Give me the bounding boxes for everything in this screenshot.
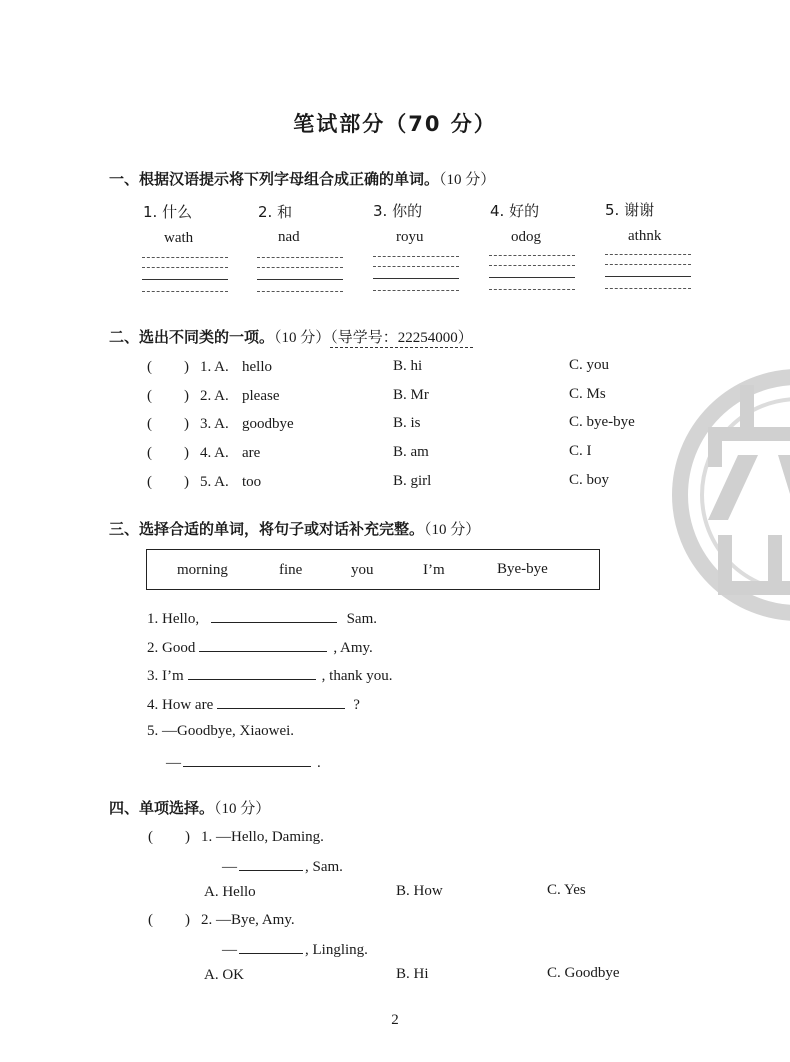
s2-row-2-option-c: C. Ms (569, 386, 606, 402)
s3-item-3 (147, 666, 393, 685)
s2-row-3-paren-close: ) (184, 416, 189, 432)
s4-q2-paren-open: ( (148, 912, 153, 928)
s2-row-4-option-c: C. I (569, 443, 592, 459)
s4-q1-paren-open: ( (148, 829, 153, 845)
s2-row-5-option-a: too (242, 474, 262, 490)
section-1-heading-text: 一、根据汉语提示将下列字母组合成正确的单词。 (109, 170, 440, 188)
s1-item-5-writing-lines[interactable] (605, 254, 691, 290)
section-1-points: （10 分） (439, 172, 496, 188)
s2-row-2-paren-open: ( (147, 388, 152, 404)
s1-item-1-writing-lines[interactable] (142, 257, 228, 293)
page-number: 2 (391, 1012, 399, 1028)
s3-item-4-blank[interactable] (217, 695, 345, 709)
s4-q2-reply-after: , Lingling. (305, 942, 368, 958)
section-4-points: （10 分） (214, 801, 271, 817)
s4-q1-reply-dash: — (222, 859, 237, 875)
s4-q1-option-b: B. How (396, 883, 443, 899)
word-bank-item: I’m (423, 562, 445, 578)
word-bank-item: fine (279, 562, 303, 578)
s4-q2-paren-close: ) (185, 912, 190, 928)
s4-q1-paren-close: ) (185, 829, 190, 845)
s2-row-3-option-a: goodbye (242, 416, 294, 432)
s2-row-4-num: 4. A. (200, 445, 229, 461)
s1-item-4-writing-lines[interactable] (489, 255, 575, 291)
section-3-heading-text: 三、选择合适的单词，将句子或对话补充完整。 (109, 520, 425, 538)
s2-row-5-num: 5. A. (200, 474, 229, 490)
s2-row-1-option-c: C. you (569, 357, 610, 373)
s2-row-4-option-a: are (242, 445, 261, 461)
page-title: 笔试部分（70 分） (293, 112, 497, 136)
section-2-points: （10 分） (274, 330, 331, 346)
s1-item-2-label: 2. 和 (258, 203, 293, 221)
section-2-heading (109, 326, 473, 347)
section-1-heading (109, 168, 495, 189)
s1-item-3-writing-lines[interactable] (373, 256, 459, 292)
word-bank-box (146, 549, 600, 590)
s3-item-2-after: , Amy. (333, 640, 373, 656)
s3-item-1-before: 1. Hello, (147, 611, 200, 627)
s3-item-1-blank[interactable] (211, 609, 337, 623)
s3-item-3-blank[interactable] (188, 666, 316, 680)
s2-row-2-option-a: please (242, 388, 280, 404)
s4-q2-blank[interactable] (239, 940, 303, 954)
s3-item-5-reply (166, 753, 321, 772)
s1-item-5-letters: athnk (628, 228, 662, 244)
s3-item-4 (147, 695, 360, 714)
s2-row-3-paren-open: ( (147, 416, 152, 432)
s2-row-3-num: 3. A. (200, 416, 229, 432)
s3-item-2-blank[interactable] (199, 638, 327, 652)
s4-q1-option-c: C. Yes (547, 882, 586, 898)
s2-row-4-paren-open: ( (147, 445, 152, 461)
s4-q2-option-b: B. Hi (396, 966, 429, 982)
s3-item-4-after: ? (353, 697, 360, 713)
s3-item-5-reply-end: . (317, 755, 321, 771)
s2-row-5-paren-open: ( (147, 474, 152, 490)
s2-row-2-paren-close: ) (184, 388, 189, 404)
s2-row-1-paren-open: ( (147, 359, 152, 375)
s1-item-2-letters: nad (278, 229, 300, 245)
s2-row-5-option-c: C. boy (569, 472, 610, 488)
seal-stamp-graphic (668, 345, 790, 645)
s1-item-3-label: 3. 你的 (373, 202, 423, 220)
s4-q1-reply-after: , Sam. (305, 859, 343, 875)
section-2-heading-text: 二、选出不同类的一项。 (109, 328, 275, 346)
s1-item-3-letters: royu (396, 229, 424, 245)
section-3-points: （10 分） (424, 522, 481, 538)
s4-q2-option-a: A. OK (204, 967, 244, 983)
s2-row-1-num: 1. A. (200, 359, 229, 375)
section-3-heading (109, 518, 480, 539)
s2-row-3-option-b: B. is (393, 415, 421, 431)
s3-item-4-before: 4. How are (147, 697, 214, 713)
s3-item-3-after: , thank you. (321, 668, 393, 684)
s3-item-5-blank[interactable] (183, 753, 311, 767)
s2-row-2-num: 2. A. (200, 388, 229, 404)
s4-q2-reply-dash: — (222, 942, 237, 958)
s1-item-2-writing-lines[interactable] (257, 257, 343, 293)
s3-item-1 (147, 609, 377, 628)
s3-item-5-reply-dash: — (166, 755, 181, 771)
s2-row-5-paren-close: ) (184, 474, 189, 490)
s2-row-4-paren-close: ) (184, 445, 189, 461)
s3-item-2-before: 2. Good (147, 640, 196, 656)
s2-row-5-option-b: B. girl (393, 473, 432, 489)
s2-row-1-paren-close: ) (184, 359, 189, 375)
section-4-heading-text: 四、单项选择。 (109, 799, 215, 817)
s2-row-1-option-b: B. hi (393, 358, 423, 374)
s1-item-4-letters: odog (511, 229, 541, 245)
s2-row-2-option-b: B. Mr (393, 387, 429, 403)
section-2-guide-number: （导学号：22254000） (330, 330, 473, 346)
s1-item-4-label: 4. 好的 (490, 202, 540, 220)
s3-item-3-before: 3. I’m (147, 668, 184, 684)
s2-row-3-option-c: C. bye-bye (569, 414, 635, 430)
word-bank-item: you (351, 562, 374, 578)
s1-item-1-letters: wath (164, 230, 194, 246)
seal-stamp-watermark (668, 345, 790, 645)
s4-q1-reply (222, 857, 343, 876)
s4-q2-reply (222, 940, 368, 959)
s4-q1-option-a: A. Hello (204, 884, 256, 900)
s4-q1-question: 1. —Hello, Daming. (201, 829, 324, 845)
s1-item-1-label: 1. 什么 (143, 203, 193, 221)
s3-item-5 (147, 723, 294, 740)
s4-q2-option-c: C. Goodbye (547, 965, 620, 981)
s3-item-1-after: Sam. (346, 611, 377, 627)
s2-row-1-option-a: hello (242, 359, 272, 375)
s4-q1-blank[interactable] (239, 857, 303, 871)
word-bank-item: Bye-bye (497, 561, 548, 577)
s4-q2-question: 2. —Bye, Amy. (201, 912, 295, 928)
s2-row-4-option-b: B. am (393, 444, 429, 460)
section-4-heading (109, 797, 270, 818)
word-bank-item: morning (177, 562, 228, 578)
s3-item-2 (147, 638, 373, 657)
s3-item-5-question: 5. —Goodbye, Xiaowei. (147, 723, 295, 739)
s1-item-5-label: 5. 谢谢 (605, 201, 655, 219)
